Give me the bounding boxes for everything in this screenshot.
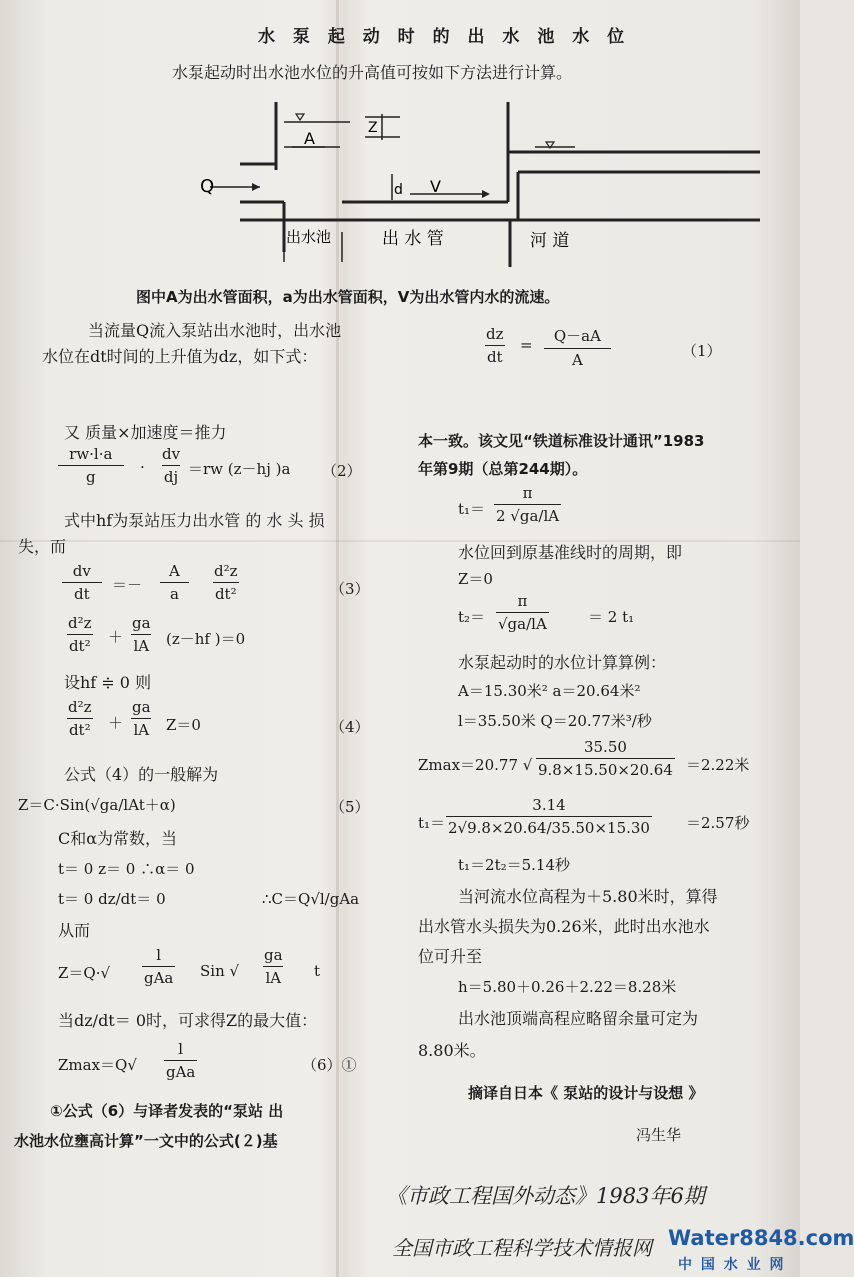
- eq1-tag: （1）: [682, 342, 722, 360]
- eqZ-frac2: $\frac{ga}{lA}$: [264, 946, 283, 987]
- handwritten-source: 《市政工程国外动态》1983年6期: [386, 1184, 705, 1208]
- zmax-rhs: ＝2.22米: [686, 756, 750, 774]
- page-title: 水 泵 起 动 时 的 出 水 池 水 位: [258, 27, 631, 47]
- example-A: A＝15.30米² a＝20.64米²: [458, 682, 641, 700]
- max-text: 当dz/dt＝ 0时，可求得Z的最大值：: [58, 1011, 318, 1030]
- diagram-label-A: A: [304, 129, 315, 148]
- eq1-equals: =: [520, 336, 533, 354]
- assume-hf: 设hf ≑ 0 则: [64, 673, 152, 692]
- eq2-rhs: ＝rw (z－hj )a: [188, 460, 291, 478]
- top-elev-1: 出水池顶端高程应略留余量可定为: [458, 1009, 699, 1028]
- eq3-tag: （3）: [330, 580, 370, 598]
- diagram-label-outlet-pipe: 出 水 管: [382, 229, 444, 249]
- newton-law: 又 质量×加速度＝推力: [64, 423, 227, 442]
- t1-t2-result: t₁＝2t₂＝5.14秒: [458, 856, 571, 874]
- constants-text: C和α为常数，当: [58, 829, 178, 848]
- watermark-brand: Water8848.com: [668, 1226, 854, 1250]
- watermark-cn: 中 国 水 业 网: [678, 1257, 786, 1273]
- top-elev-2: 8.80米。: [418, 1041, 486, 1060]
- eq6-lhs: Zmax＝Q√: [58, 1056, 137, 1074]
- river-text-2: 出水管水头损失为0.26米，此时出水池水: [418, 917, 710, 936]
- eq1-rhs: $\frac{Q-aA}{A}$: [544, 325, 611, 369]
- intro-text: 水泵起动时出水池水位的升高值可按如下方法进行计算。: [172, 63, 573, 82]
- figure-caption: 图中A为出水管面积，a为出水管面积，V为出水管内水的流速。: [136, 288, 560, 306]
- eq2-tag: （2）: [322, 462, 362, 480]
- t2-lhs: t₂＝: [458, 608, 486, 626]
- eq4-tag: （4）: [330, 718, 370, 736]
- eqZ-frac1: l gAa: [144, 946, 174, 987]
- eqZ-t: t: [314, 962, 321, 980]
- zmax-frac: $\frac{35.50}{9.8\times 15.50\times 20.64}$: [538, 738, 673, 779]
- condition-1: t＝ 0 z＝ 0 ∴α＝ 0: [58, 860, 195, 878]
- eq2-dot: ·: [140, 458, 145, 476]
- footnote-cont-1: 本一致。该文见“铁道标准设计通讯”1983: [418, 432, 705, 450]
- t1-calc-frac: $\frac{3.14}{2√9.8\times 20.64/35.50\times 15.30}$: [448, 796, 650, 837]
- eq5: Z＝C·Sin(√ga/lAt＋α): [18, 796, 176, 814]
- eq4-plus: ＋: [108, 714, 124, 732]
- eq4-frac2: $\frac{ga}{lA}$: [132, 698, 151, 739]
- pump-outlet-diagram: [200, 92, 770, 277]
- eq5-tag: （5）: [330, 798, 370, 816]
- eq6-frac: l gAa: [166, 1040, 196, 1081]
- t1-calc-rhs: ＝2.57秒: [686, 814, 750, 832]
- hf-text-2: 失，而: [18, 537, 67, 556]
- period-text: 水位回到原基准线时的周期，即: [458, 543, 683, 562]
- hf-text-1: 式中hf为泵站压力出水管 的 水 头 损: [64, 511, 325, 530]
- h-equation: h＝5.80＋0.26＋2.22＝8.28米: [458, 978, 677, 996]
- diagram-label-Z: Z: [368, 120, 378, 136]
- eq4-rhs: Z＝0: [166, 716, 201, 734]
- eq3b-plus: ＋: [108, 628, 124, 646]
- para-flow-1: 当流量Q流入泵站出水池时，出水池: [88, 321, 342, 340]
- eq3-mid: ＝－: [112, 576, 143, 594]
- example-title: 水泵起动时的水位计算算例：: [458, 653, 667, 672]
- eq1-lhs: $\frac{dz}{dt}$: [486, 325, 504, 366]
- diagram-label-river: 河 道: [530, 231, 570, 251]
- eqZ-sin: Sin √: [200, 962, 240, 980]
- eq3-frac1: $\frac{dv}{dt}$: [62, 562, 102, 603]
- watermark-logo: [668, 1226, 854, 1250]
- river-text-3: 位可升至: [418, 947, 483, 966]
- diagram-label-Q: Q: [200, 176, 215, 197]
- t1-lhs: t₁＝: [458, 500, 486, 518]
- eq3b-rhs: (z－hf )＝0: [166, 630, 246, 648]
- eqZ-lhs: Z＝Q·√: [58, 964, 111, 982]
- t1-calc-lhs: t₁＝: [418, 814, 446, 832]
- eq4-frac1: $\frac{\text{d²z}}{\text{dt²}}$: [68, 698, 92, 739]
- condition-2a: t＝ 0 dz/dt＝ 0: [58, 890, 166, 908]
- eq6-tag: （6）①: [302, 1056, 357, 1074]
- eq2-frac1: $\frac{rw\cdot l\cdot a}{g}$: [58, 445, 124, 486]
- eq3b-frac2: $\frac{ga}{lA}$: [132, 614, 151, 655]
- example-l: l＝35.50米 Q＝20.77米³/秒: [458, 712, 652, 730]
- eq2-frac2: $\frac{dv}{dj}$: [162, 445, 181, 486]
- t1-frac: $\frac{\pi}{2 √ga/lA}$: [496, 484, 560, 525]
- t2-rhs: ＝ 2 t₁: [588, 608, 635, 626]
- footnote-1: ①公式（6）与译者发表的“泵站 出: [50, 1102, 284, 1120]
- eq3-frac2: $\frac{A}{a}$: [160, 562, 189, 603]
- diagram-label-outlet-pool: 出水池: [286, 228, 332, 246]
- diagram-label-V: V: [430, 177, 441, 196]
- para-flow-2: 水位在dt时间的上升值为dz，如下式：: [42, 347, 318, 366]
- handwritten-network: 全国市政工程科学技术情报网: [392, 1236, 652, 1260]
- eq3-frac3: $\frac{\text{d²z}}{\text{dt²}}$: [214, 562, 238, 603]
- z-zero: Z＝0: [458, 570, 493, 588]
- zmax-lhs: Zmax＝20.77 √: [418, 756, 533, 774]
- footnote-cont-2: 年第9期（总第244期）。: [418, 460, 588, 478]
- footnote-2: 水池水位壅高计算”一文中的公式(２)基: [14, 1132, 278, 1150]
- source-note: 摘译自日本《 泵站的设计与设想 》: [468, 1084, 704, 1102]
- thus-text: 从而: [58, 921, 91, 940]
- general-solution-text: 公式（4）的一般解为: [64, 765, 219, 784]
- t2-frac: $\frac{\pi}{√ga/lA}$: [498, 592, 547, 633]
- eq3b-frac1: $\frac{\text{d²z}}{\text{dt²}}$: [68, 614, 92, 655]
- diagram-label-d: d: [394, 182, 403, 198]
- condition-2b: ∴C＝Q√l/gAa: [262, 890, 360, 908]
- river-text-1: 当河流水位高程为＋5.80米时，算得: [458, 887, 718, 906]
- translator-name: 冯生华: [636, 1126, 682, 1144]
